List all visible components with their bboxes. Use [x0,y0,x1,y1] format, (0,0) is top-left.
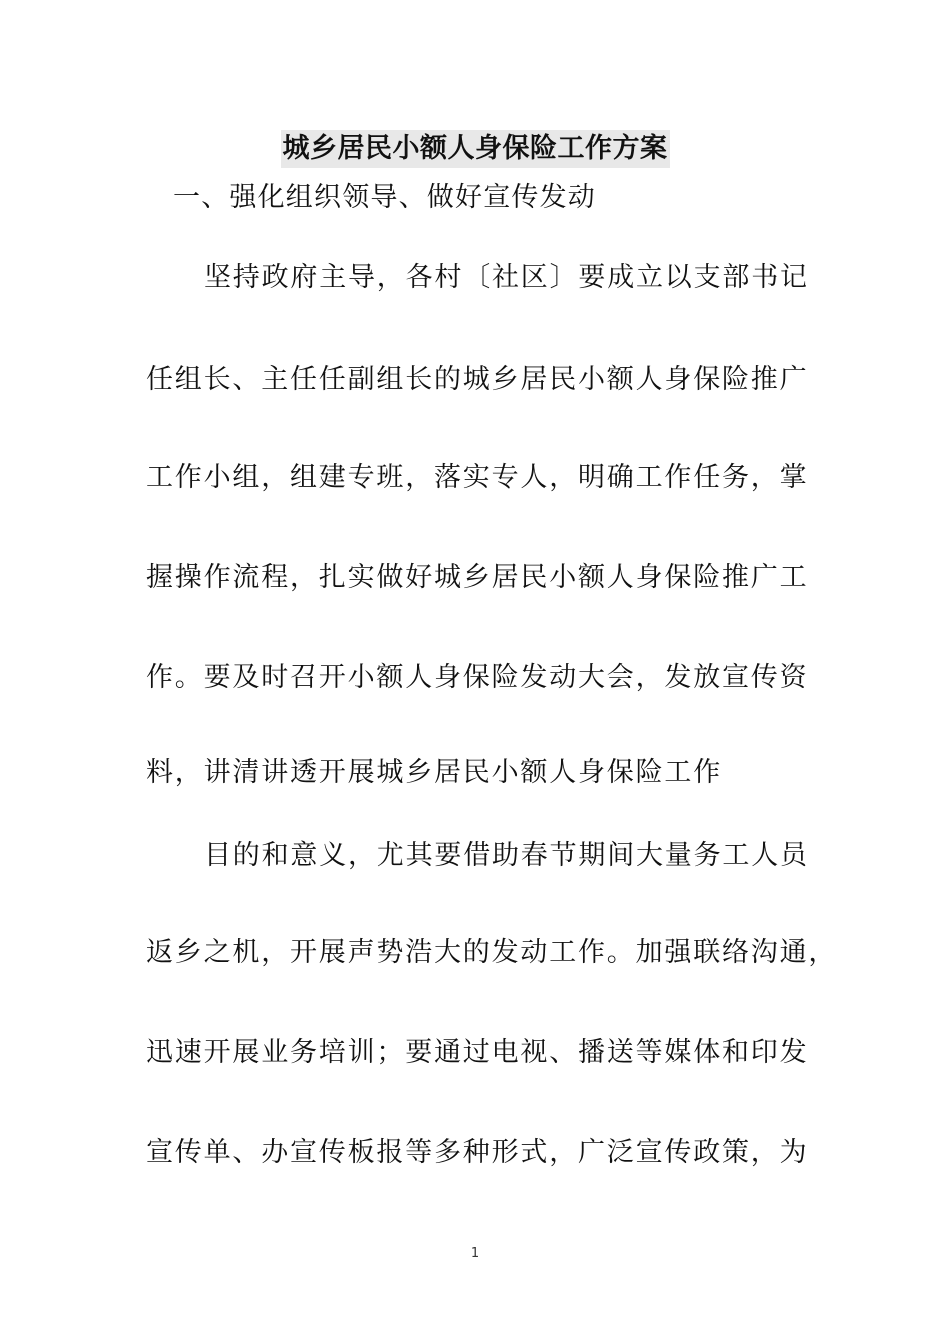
page-number: 1 [470,1246,480,1261]
paragraph-line: 迅速开展业务培训；要通过电视、播送等媒体和印发 [146,1037,809,1068]
paragraph-line: 握操作流程，扎实做好城乡居民小额人身保险推广工 [146,562,809,593]
section-heading: 一、强化组织领导、做好宣传发动 [173,182,596,213]
paragraph-line: 作。要及时召开小额人身保险发动大会，发放宣传资 [146,662,809,693]
paragraph-line: 任组长、主任任副组长的城乡居民小额人身保险推广 [146,364,809,395]
paragraph-line: 返乡之机，开展声势浩大的发动工作。加强联络沟通， [146,937,838,968]
title-container [0,130,950,168]
paragraph-line: 宣传单、办宣传板报等多种形式，广泛宣传政策，为 [146,1137,809,1168]
paragraph-line: 工作小组，组建专班，落实专人，明确工作任务，掌 [146,462,809,493]
paragraph-line: 料，讲清讲透开展城乡居民小额人身保险工作 [146,757,722,788]
document-title: 城乡居民小额人身保险工作方案 [281,130,670,168]
paragraph-line: 坚持政府主导，各村〔社区〕要成立以支部书记 [204,262,809,293]
paragraph-line: 目的和意义，尤其要借助春节期间大量务工人员 [204,840,809,871]
